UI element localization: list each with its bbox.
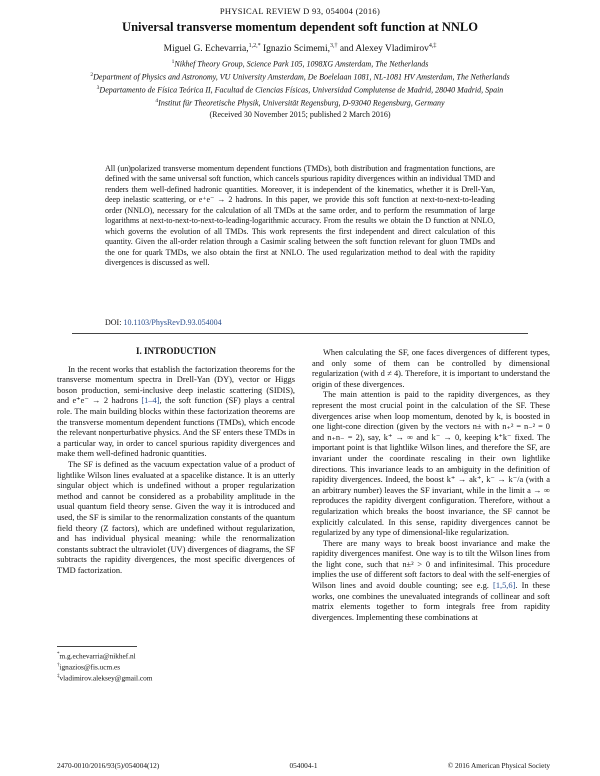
affiliation: $^2$Department of Physics and Astronomy, VU University Amsterdam, De Boelelaan 1081, NL-1081 HV Amsterdam, The Netherlands [90,72,510,82]
email-link[interactable]: vladimirov.aleksey@gmail.com [59,673,153,683]
footnote: †ignazios@fis.ucm.es [57,662,121,672]
doi-line [105,318,222,327]
footnotes [57,650,152,683]
footnote: *m.g.echevarria@nikhef.nl [57,651,136,661]
footer-copyright: © 2016 American Physical Society [447,761,550,770]
right-column [312,348,550,623]
author-name: Ignazio Scimemi, [262,44,330,55]
author-name: and Alexey Vladimirov [339,44,429,55]
affiliation: $^4$Institut für Theoretische Physik, Universität Regensburg, D-93040 Regensburg, Germany [155,98,445,108]
affiliation: $^3$Departamento de Física Teórica II, Facultad de Ciencias Físicas, Universidad Complutense de Madrid, 28040 Madrid, Spain [96,85,504,95]
paragraph: There are many ways to break boost invariance and make the rapidity divergences manifest. One way is to tilt the Wilson lines from the light cone, such that n±² > 0 and infinitesimal. This procedure implies the use of different soft factors to deal with the self-energies of Wilson lines and avoid double counting; see e.g. [1,5,6]. In these works, one combines the unevaluated integrands of collinear and soft matrix elements together to form integrals free from rapidity divergences. Implementing these combinations at [312,538,550,622]
paragraph: When calculating the SF, one faces divergences of different types, and only some of them can be controlled by dimensional regularization (with d ≠ 4). Therefore, it is important to understand the origin of these divergences. [312,348,550,389]
journal-header: PHYSICAL REVIEW D 93, 054004 (2016) [219,6,381,16]
citation-link[interactable]: [1,5,6] [493,581,516,591]
paragraph: The main attention is paid to the rapidity divergences, as they represent the most crucial point in the calculation of the SF. These divergences arise when loop momentum, denoted by k, is boosted in one light-cone direction (given by the vectors n± with n₊² = n₋² = 0 and n₊n₋ = 2), say, k⁺ → ∞ and k⁻ → 0, keeping k⁺k⁻ fixed. The important point is that lightlike Wilson lines, and therefore the SF, are invariant under the coordinate rescaling in their own lightlike directions. This invariance leads to an ambiguity in the definition of rapidity divergences. Indeed, the boost k⁺ → ak⁺, k⁻ → k⁻/a (with a an arbitrary number) leaves the SF invariant, while in the limit a → ∞ reproduces the rapidity divergent configuration. Therefore, without a regularization which breaks the boost invariance, the SF cannot be explicitly calculated. In this sense, rapidity divergences cannot be regularized by any type of dimensional-like regularization. [312,390,550,538]
abstract: All (un)polarized transverse momentum dependent functions (TMDs), both distribution and fragmentation functions, are defined with the same universal soft function, which cancels spurious rapidity divergences within an individual TMD and renders them well-defined hadronic quantities. Moreover, it is independent of the kinematics, whether it is Drell-Yan, deep inelastic scattering, or e⁺e⁻ → 2 hadrons. In this paper, we provide this soft function at next-to-next-to-leading order (NNLO), necessary for the calculation of all TMDs at the same order, and to perform the resummation of large logarithms at next-to-next-to-next-to-leading-logarithmic accuracy. From the results we obtain the D function at NNLO, which governs the evolution of all TMDs. This work represents the first independent and direct calculation of this quantity. Given the all-order relation through a Casimir scaling between the soft function relevant for gluon TMDs and the one for quark TMDs, we also obtain the first at NNLO. The used regularization method to deal with the rapidity divergences is discussed as well. [105,164,495,268]
footer-issn: 2470-0010/2016/93(5)/054004(12) [57,761,160,770]
affiliation: $^1$Nikhef Theory Group, Science Park 105, 1098XG Amsterdam, The Netherlands [171,59,429,69]
author-name: Miguel G. Echevarria, [163,44,249,55]
footnote: ‡vladimirov.aleksey@gmail.com [57,673,153,683]
author-affil-mark: 3,† [329,43,338,49]
author-affil-mark: 4,‡ [428,43,437,49]
paragraph: In the recent works that establish the factorization theorems for the transverse momentum spectra in Drell-Yan (DY), vector or Higgs boson production, semi-inclusive deep inelastic scattering (SIDIS), and e⁺e⁻ → 2 hadrons [1–4], the soft function (SF) plays a central role. The main building blocks within these factorization theorems are the transverse momentum dependent functions (TMDs), which encode the relevant nonperturbative physics. And the SF enters these TMDs in a particular way, in order to cancel spurious rapidity divergences and make them well-defined hadronic quantities. [57,364,295,459]
divider [72,333,528,334]
paper-title: Universal transverse momentum dependent soft function at NNLO [122,20,478,34]
doi-link[interactable]: 10.1103/PhysRevD.93.054004 [123,318,222,327]
footnote-divider [57,646,137,647]
doi-label: DOI: [105,318,122,327]
citation-link[interactable]: [1–4] [141,396,160,406]
footer-page-number: 054004-1 [289,761,318,770]
author-affil-mark: 1,2,* [248,43,261,49]
email-link[interactable]: m.g.echevarria@nikhef.nl [59,651,136,661]
author-list [0,43,600,54]
paragraph: The SF is defined as the vacuum expectation value of a product of lightlike Wilson lines evaluated at a spacelike distance. It is an utterly singular object which is undefined without a proper regularization method and cannot be considered as a probability amplitude in the usual quantum field theory sense. Given the way it is introduced and used, the SF is similar to the renormalization constants of the quantum field theory (Z factors), which are undefined without regularization, and has individual physical meaning: while the renormalization constants subtract the ultraviolet (UV) divergences of diagrams, the SF subtracts the rapidity divergences, the most specific divergences of TMD factorization. [57,459,296,575]
left-column [57,346,295,576]
affiliations [40,57,560,121]
section-heading: I. INTRODUCTION [135,346,216,356]
received-date: (Received 30 November 2015; published 2 March 2016) [209,110,391,120]
email-link[interactable]: ignazios@fis.ucm.es [59,662,121,672]
